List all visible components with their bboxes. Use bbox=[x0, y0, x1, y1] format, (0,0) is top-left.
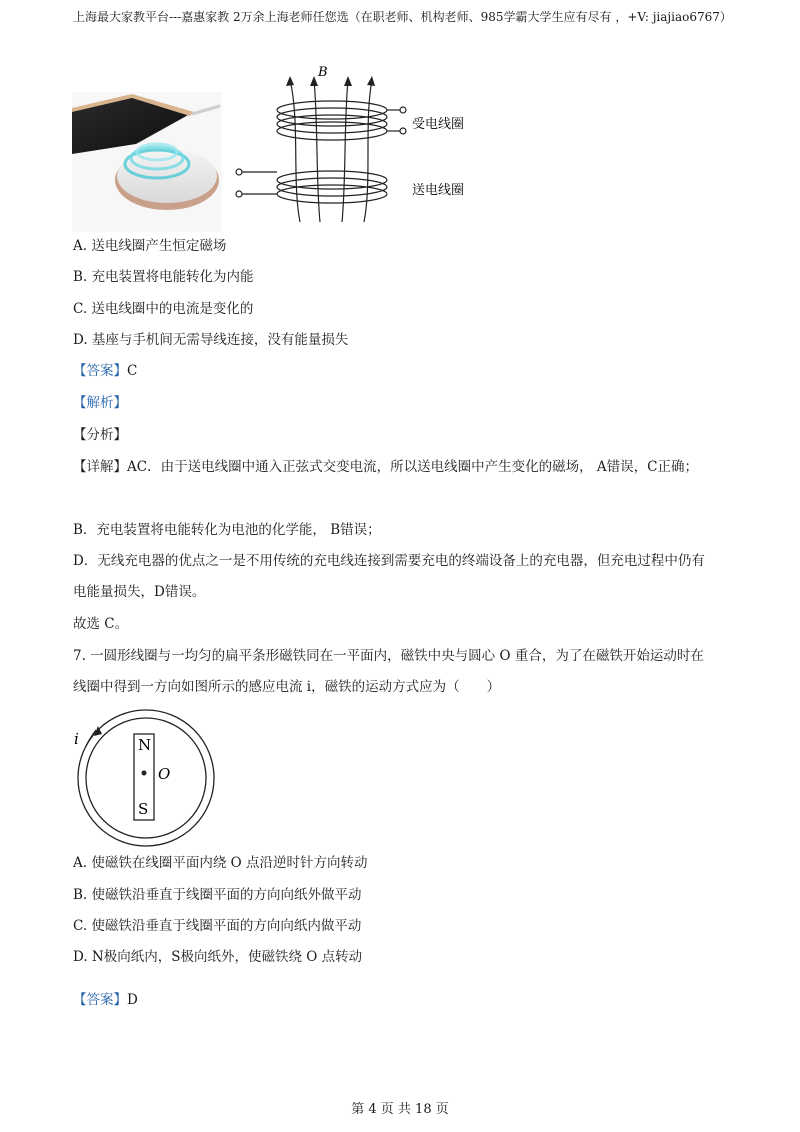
q6-detail-ac bbox=[73, 452, 713, 483]
answer-tag: 【答案】 bbox=[73, 363, 127, 379]
q7-option-b: B. 使磁铁沿垂直于线圈平面的方向向纸外做平动 bbox=[73, 887, 362, 903]
detail-tag: 【详解】 bbox=[73, 459, 127, 475]
detail-ac-text: AC．由于送电线圈中通入正弦式交变电流，所以送电线圈中产生变化的磁场， A错误，C正确； bbox=[127, 459, 698, 475]
header-text: 上海最大家教平台---嘉惠家教 2万余上海老师任您选（在职老师、机构老师、985学霸大学生应有尽有 ，+V: jiajiao6767） bbox=[73, 10, 732, 24]
magnet-n-label: N bbox=[138, 736, 152, 754]
page-number: 第 4 页 共 18 页 bbox=[351, 1102, 449, 1117]
q7-option-a: A. 使磁铁在线圈平面内绕 O 点沿逆时针方向转动 bbox=[73, 855, 368, 871]
q7-option-c: C. 使磁铁沿垂直于线圈平面的方向向纸内做平动 bbox=[73, 918, 362, 934]
coil-diagram bbox=[222, 62, 492, 230]
page-footer bbox=[0, 1098, 800, 1117]
analysis-tag: 【解析】 bbox=[73, 395, 127, 411]
b-field-label: B bbox=[318, 65, 328, 80]
answer-value: D bbox=[127, 992, 138, 1008]
q6-option-d: D. 基座与手机间无需导线连接，没有能量损失 bbox=[73, 332, 349, 348]
answer-value: C bbox=[127, 363, 138, 379]
q7-answer bbox=[73, 990, 138, 1010]
q6-answer bbox=[73, 361, 137, 381]
wireless-charging-figure bbox=[72, 62, 492, 230]
coil-magnet-diagram bbox=[72, 704, 217, 849]
q6-option-c: C. 送电线圈中的电流是变化的 bbox=[73, 301, 254, 317]
magnet-s-label: S bbox=[138, 800, 149, 818]
q6-option-b: B. 充电装置将电能转化为内能 bbox=[73, 269, 254, 285]
q6-option-a: A. 送电线圈产生恒定磁场 bbox=[73, 238, 227, 254]
q6-conclusion: 故选 C。 bbox=[73, 616, 129, 632]
answer-tag: 【答案】 bbox=[73, 992, 127, 1008]
q6-detail-b: B．充电装置将电能转化为电池的化学能， B错误； bbox=[73, 522, 381, 538]
receive-coil-label: 受电线圈 bbox=[412, 117, 465, 132]
page-header bbox=[73, 8, 733, 26]
send-coil-label: 送电线圈 bbox=[412, 183, 465, 198]
q6-detail-d: D．无线充电器的优点之一是不用传统的充电线连接到需要充电的终端设备上的充电器，但充电过程中仍有电能量损失，D错误。 bbox=[73, 553, 705, 600]
q7-stem: 7. 一圆形线圈与一均匀的扁平条形磁铁同在一平面内，磁铁中央与圆心 O 重合，为了在磁铁开始运动时在线圈中得到一方向如图所示的感应电流 i，磁铁的运动方式应为（ ） bbox=[73, 648, 704, 695]
fenxi-tag: 【分析】 bbox=[73, 427, 127, 443]
center-o-label: O bbox=[158, 765, 171, 783]
phone-charger-photo bbox=[72, 92, 222, 232]
current-i-label: i bbox=[74, 730, 79, 748]
q7-option-d: D. N极向纸内，S极向纸外，使磁铁绕 O 点转动 bbox=[73, 949, 363, 965]
coil-magnet-figure bbox=[72, 704, 217, 849]
